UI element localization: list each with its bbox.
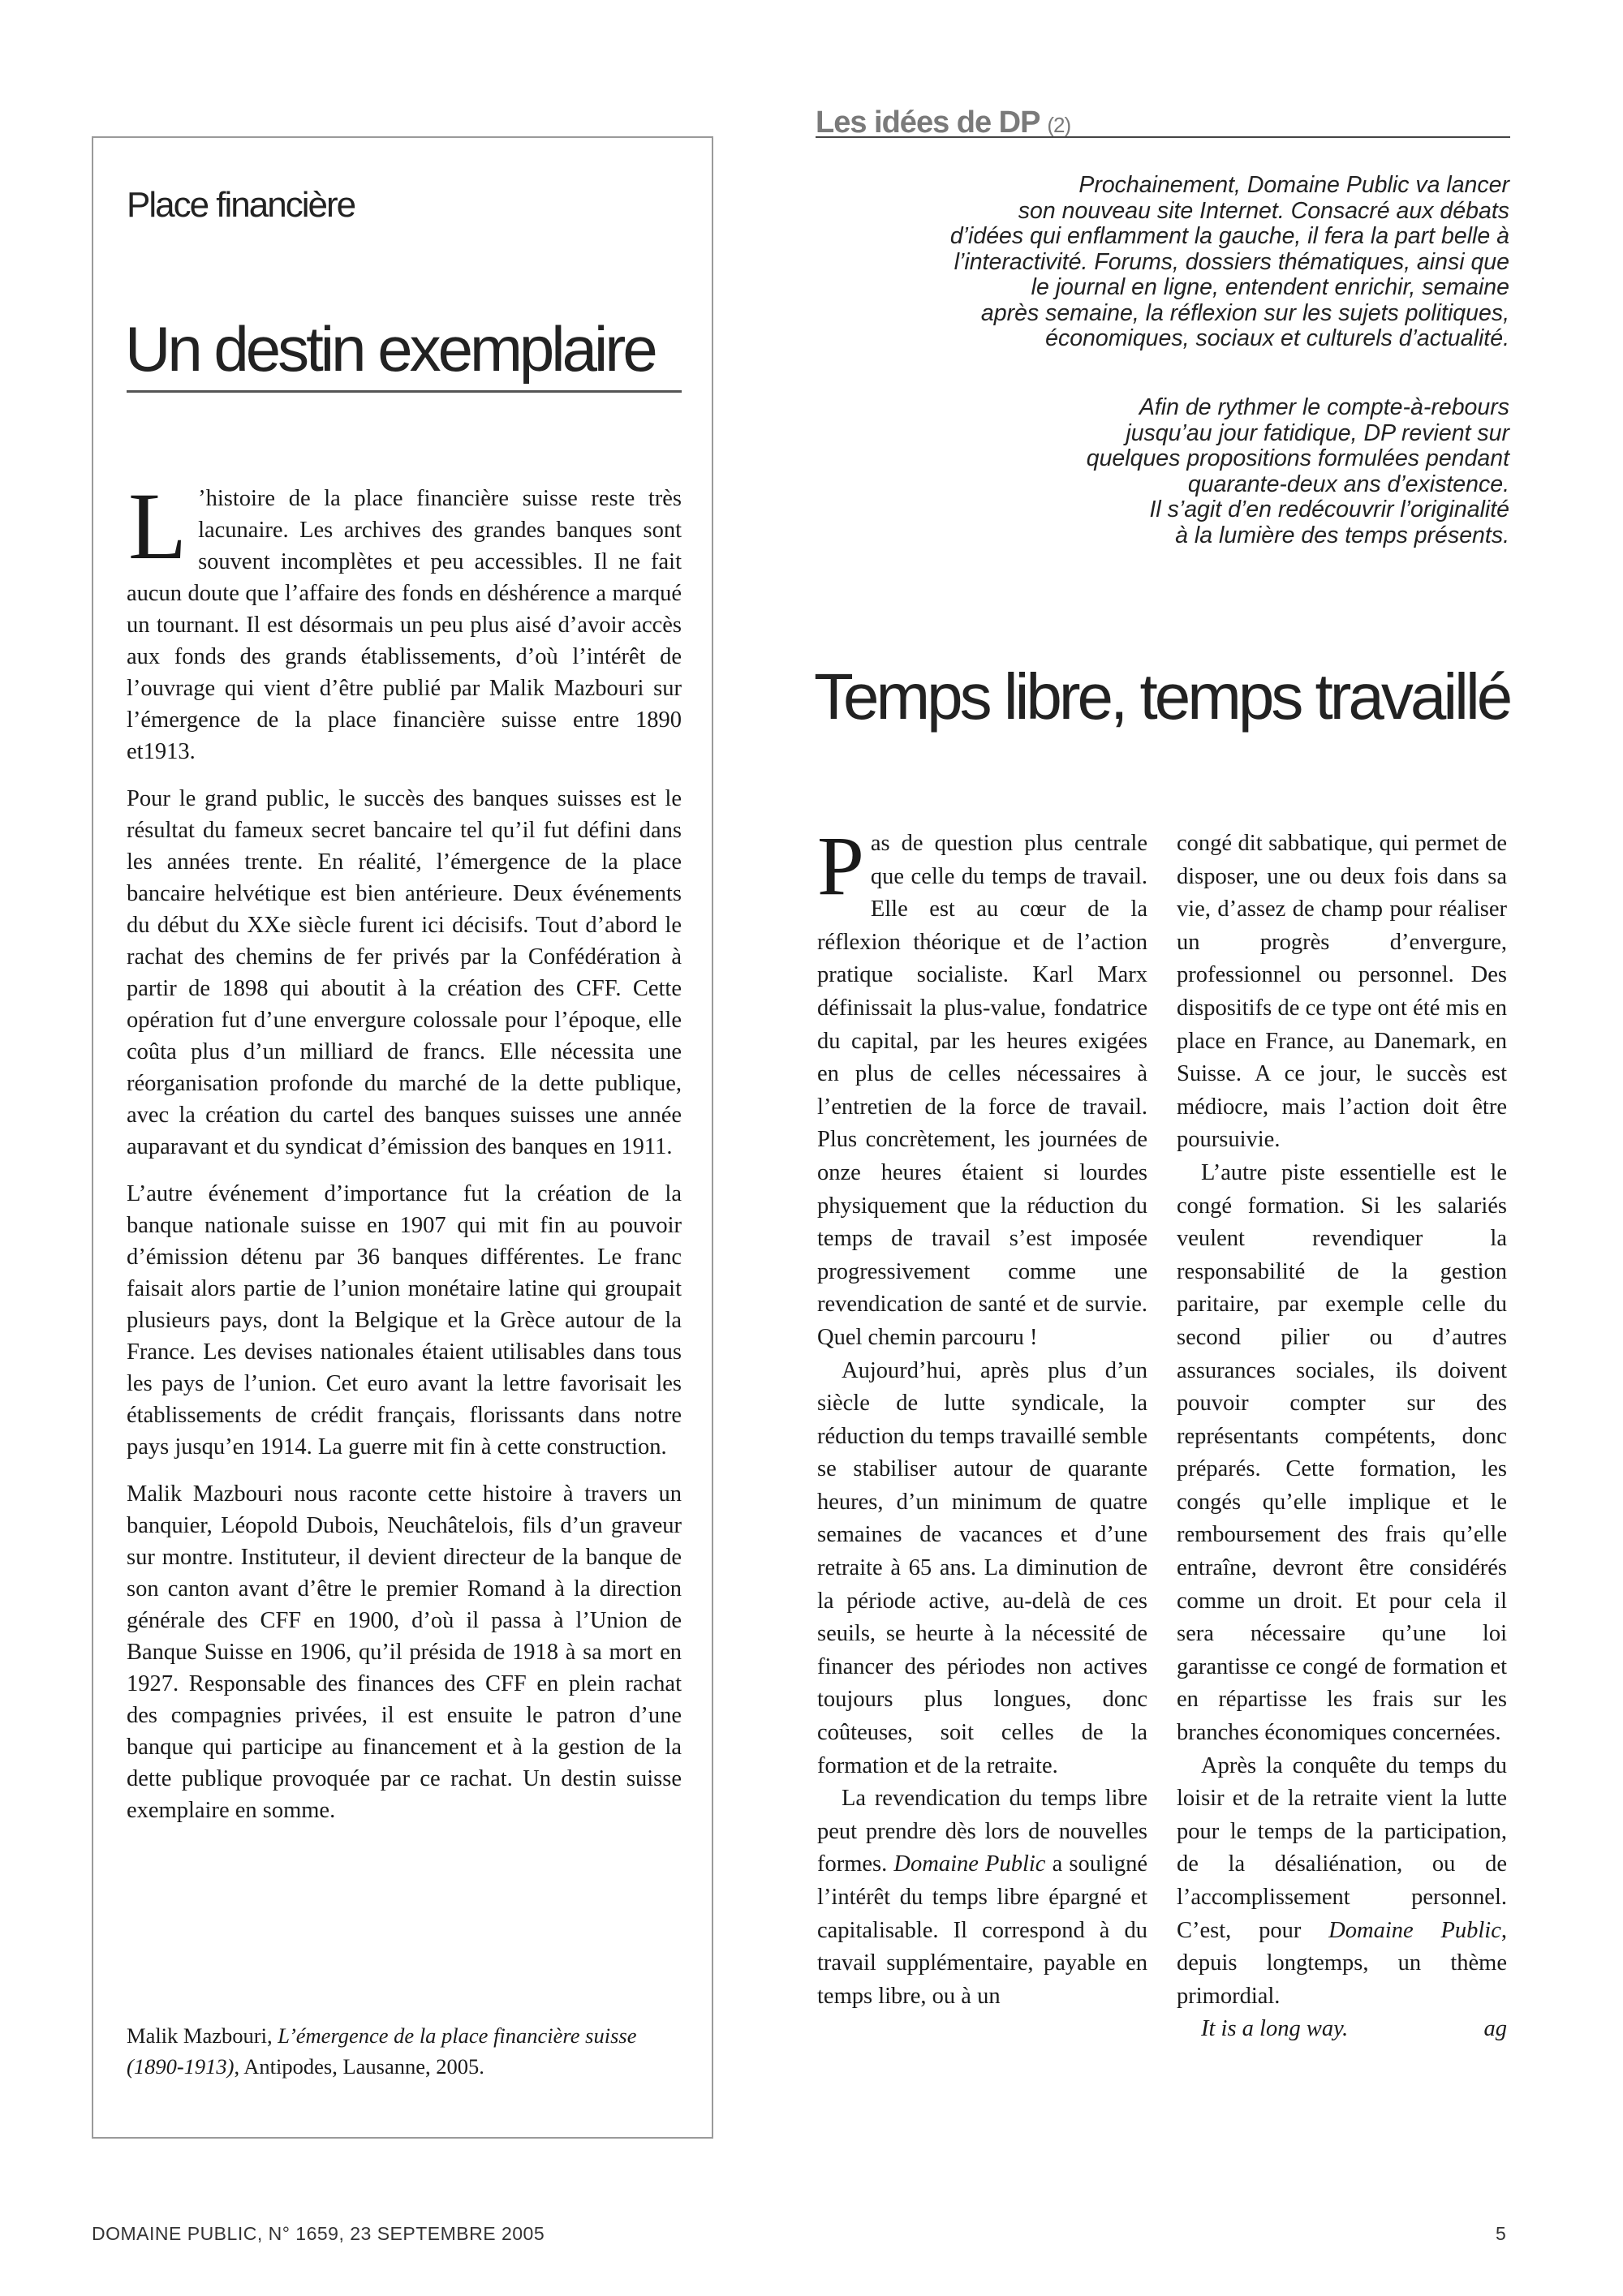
- left-title-rule: [127, 390, 682, 393]
- intro-line: Afin de rythmer le compte-à-rebours: [1139, 394, 1509, 420]
- left-article-kicker: Place financière: [127, 185, 355, 225]
- reference-publisher: , Antipodes, Lausanne, 2005.: [234, 2054, 484, 2079]
- right-article-column-2: [1177, 828, 1507, 2046]
- col2-p3-text-a: Après la conquête du temps du loisir et de la retraite vient la lutte pour le temps de la participation, de la désaliénation, ou de l’accomplissement personnel. C’est, pour: [1177, 1752, 1507, 1943]
- col1-paragraph-1: [817, 819, 1147, 1355]
- left-article-title: Un destin exemplaire: [125, 313, 655, 385]
- closing-phrase: It is a long way.: [1201, 2016, 1349, 2042]
- right-article-title: Temps libre, temps travaillé: [814, 660, 1510, 733]
- col1-p3-text-b: a souligné l’intérêt du temps libre épargné et capitalisable. Il correspond à du travail supplémentaire, payable en temps libre, ou à un: [817, 1851, 1147, 2009]
- col1-paragraph-2: Aujourd’hui, après plus d’un siècle de lutte syndicale, la réduction du temps travaillé semble se stabiliser autour de quarante heures, d’un minimum de quatre semaines de vacances et d’une retraite à 65 ans. La diminution de la période active, au-delà de ces seuils, se heurte à la nécessité de financer des périodes non actives toujours plus longues, donc coûteuses, soit celles de la formation et de la retraite.: [817, 1357, 1147, 1778]
- intro-line: le journal en ligne, entendent enrichir, semaine: [1031, 274, 1509, 300]
- intro-line: Prochainement, Domaine Public va lancer: [1078, 172, 1509, 198]
- reference-title: L’émergence de la place financière suisse (1890-1913): [127, 2023, 637, 2079]
- section-number: (2): [1047, 113, 1071, 137]
- author-signature: ag: [1483, 2016, 1507, 2042]
- col2-paragraph-3: [1177, 1750, 1507, 2014]
- intro-line: quelques propositions formulées pendant: [1086, 445, 1509, 471]
- intro-line: à la lumière des temps présents.: [1175, 522, 1509, 548]
- col1-p3-emphasis: Domaine Public: [893, 1851, 1046, 1877]
- col1-paragraph-1-text: as de question plus centrale que celle du temps de travail. Elle est au cœur de la réflexion théorique et de l’action pratique socialiste. Karl Marx définissait la plus-value, fondatrice du capital, par les heures exigées en plus de celles nécessaires à l’entretien de la force de travail. Plus concrètement, les journées de onze heures étaient si lourdes physiquement que la réduction du temps de travail s’est imposée progressivement comme une revendication de santé et de survie. Quel chemin parcouru !: [817, 831, 1147, 1350]
- intro-line: Il s’agit d’en redécouvrir l’originalité: [1149, 497, 1509, 522]
- intro-line: son nouveau site Internet. Consacré aux débats: [1018, 197, 1509, 224]
- left-paragraph-2: Pour le grand public, le succès des banques suisses est le résultat du fameux secret bancaire tel qu’il fut défini dans les années trente. En réalité, l’émergence de la place bancaire helvétique est bien antérieure. Deux événements du début du XXe siècle furent ici décisifs. Tout d’abord le rachat des chemins de fer privés par la Confédération à partir de 1898 qui aboutit à la création des CFF. Cette opération fut d’une envergure colossale pour l’époque, elle coûta plus d’un milliard de francs. Elle nécessita une réorganisation profonde du marché de la dette publique, avec la création du cartel des banques suisses une année auparavant et du syndicat d’émission des banques en 1911.: [127, 786, 682, 1159]
- col2-p3-emphasis: Domaine Public: [1328, 1917, 1501, 1943]
- col2-paragraph-2: L’autre piste essentielle est le congé formation. Si les salariés veulent revendiquer la responsabilité de la gestion paritaire, par exemple celle du second pilier ou d’autres assurances sociales, ils doivent pouvoir compter sur des représentants compétents, donc préparés. Cette formation, les congés qu’elle implique et le remboursement des frais qu’elle entraîne, devront être considérés comme un droit. Et pour cela il sera nécessaire qu’une loi garantisse ce congé de formation et en répartisse les frais sur les branches économiques concernées.: [1177, 1159, 1507, 1746]
- left-paragraph-1: [127, 473, 682, 767]
- right-article-column-1: [817, 819, 1147, 2013]
- drop-cap-l: L: [128, 473, 187, 579]
- left-paragraph-1-text: ’histoire de la place financière suisse reste très lacunaire. Les archives des grandes banques sont souvent incomplètes et peu accessibles. Il ne fait aucun doute que l’affaire des fonds en déshérence a marqué un tournant. Il est désormais un peu plus aisé d’avoir accès aux fonds des grands établissements, d’où l’intérêt de l’ouvrage qui vient d’être publié par Malik Mazbouri sur l’émergence de la place financière suisse entre 1890 et1913.: [127, 486, 682, 764]
- section-label: Les idées de DP: [816, 105, 1040, 140]
- intro-line: économiques, sociaux et culturels d’actualité.: [1045, 325, 1509, 351]
- page-number: 5: [1496, 2223, 1506, 2244]
- left-article-body: [127, 473, 682, 1842]
- intro-line: après semaine, la réflexion sur les sujets politiques,: [980, 299, 1509, 326]
- book-reference: [127, 2020, 678, 2082]
- left-paragraph-4: Malik Mazbouri nous raconte cette histoire à travers un banquier, Léopold Dubois, Neuchâtelois, fils d’un graveur sur montre. Instituteur, il devient directeur de la banque de son canton avant d’être le premier Romand à la direction générale des CFF en 1900, d’où il passa à l’Union de Banque Suisse en 1906, qu’il présida de 1918 à sa mort en 1927. Responsable des finances des CFF en plein rachat des compagnies privées, il est ensuite le patron d’une banque qui participe au financement et à la gestion de la dette publique provoquée par ce rachat. Un destin suisse exemplaire en somme.: [127, 1481, 682, 1823]
- footer-publication: DOMAINE PUBLIC, N° 1659, 23 SEPTEMBRE 2005: [92, 2223, 545, 2244]
- closing-line: [1177, 2013, 1507, 2046]
- col2-paragraph-1: congé dit sabbatique, qui permet de disposer, une ou deux fois dans sa vie, d’assez de champ pour réaliser un progrès d’envergure, professionnel ou personnel. Des dispositifs de ce type ont été mis en place en France, au Danemark, en Suisse. A ce jour, le succès est médiocre, mais l’action doit être poursuivie.: [1177, 831, 1507, 1153]
- col2-p3-text-b: , depuis longtemps, un thème primordial.: [1177, 1917, 1507, 2009]
- section-rule: [816, 136, 1510, 138]
- intro-block-1: [795, 173, 1509, 352]
- left-paragraph-3: L’autre événement d’importance fut la création de la banque nationale suisse en 1907 qui mit fin au pouvoir d’émission détenu par 36 banques différentes. Le franc faisait alors partie de l’union monétaire latine qui groupait plusieurs pays, dont la Belgique et la Grèce autour de la France. Les devises nationales étaient utilisables dans tous les pays de l’union. Cet euro avant la lettre favorisait les établissements de crédit français, florissants dans notre pays jusqu’en 1914. La guerre mit fin à cette construction.: [127, 1181, 682, 1460]
- intro-line: jusqu’au jour fatidique, DP revient sur: [1126, 419, 1509, 446]
- col1-p3-text-a: La revendication du temps libre peut prendre dès lors de nouvelles formes.: [817, 1786, 1147, 1877]
- intro-block-2: [795, 395, 1509, 548]
- drop-cap-p: P: [817, 819, 864, 913]
- intro-line: quarante-deux ans d’existence.: [1187, 471, 1509, 497]
- reference-author: Malik Mazbouri,: [127, 2023, 278, 2048]
- intro-line: l’interactivité. Forums, dossiers thématiques, ainsi que: [954, 248, 1509, 275]
- intro-line: d’idées qui enflamment la gauche, il fera la part belle à: [949, 223, 1509, 249]
- section-header: [816, 105, 1070, 140]
- col1-paragraph-3: [817, 1782, 1147, 2013]
